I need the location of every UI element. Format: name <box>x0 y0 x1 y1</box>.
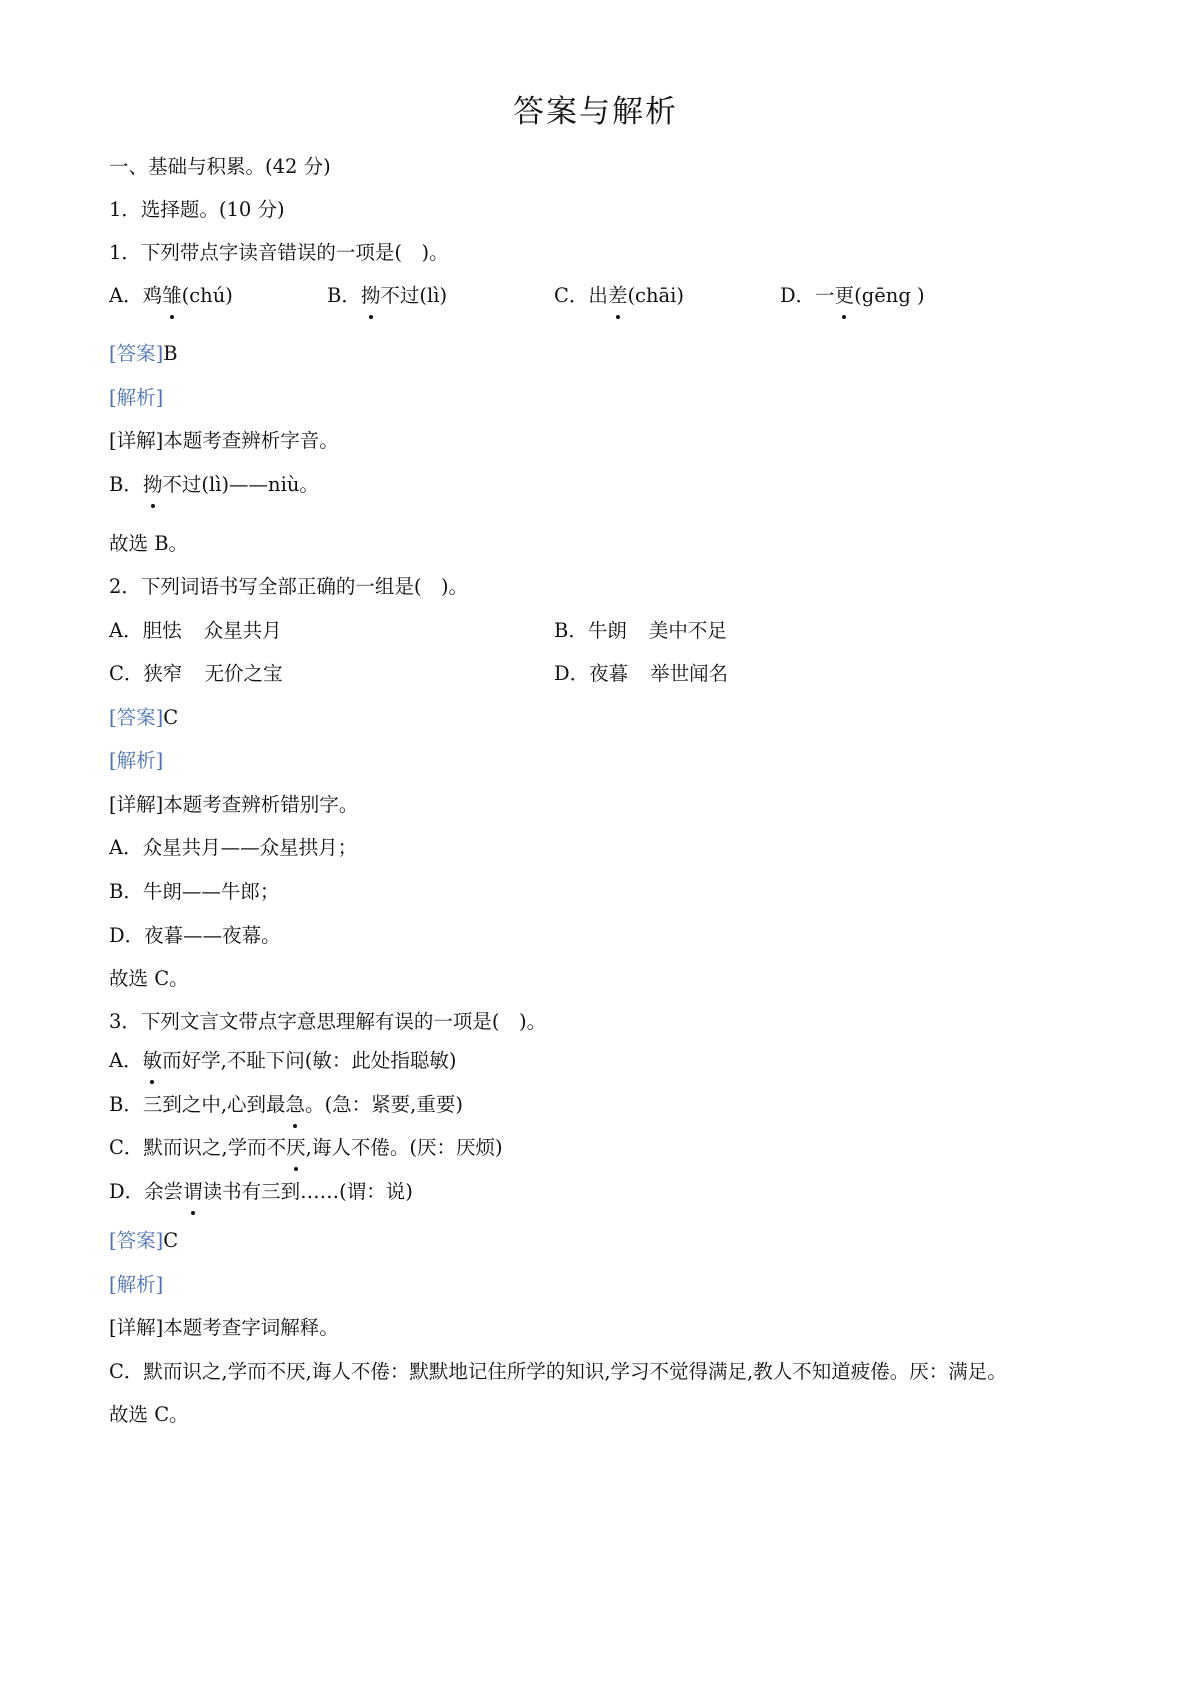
correction-line: B．牛朗——牛郎； <box>109 880 280 903</box>
correction-line: A．众星共月——众星拱月； <box>109 836 358 859</box>
option-c: C．狭窄 无价之宝 <box>109 662 283 685</box>
answer-value: B <box>163 342 178 365</box>
option-b: B．三到之中,心到最急。(急：紧要,重要) <box>109 1091 463 1119</box>
answer-line <box>109 704 178 732</box>
option-c: C．默而识之,学而不厌,诲人不倦。(厌：厌烦) <box>109 1134 503 1162</box>
analysis-tag: [解析] <box>109 386 164 409</box>
emphasis-dot-char: 更 <box>835 282 855 310</box>
analysis-tag: [解析] <box>109 749 164 772</box>
option-d: D．一更(gēng ) <box>780 282 925 310</box>
conclusion: 故选 B。 <box>109 532 189 555</box>
conclusion: 故选 C。 <box>109 1403 189 1426</box>
emphasis-dot-char: 拗 <box>143 471 163 499</box>
emphasis-dot-char: 厌 <box>286 1134 306 1162</box>
emphasis-dot-char: 差 <box>608 282 628 310</box>
correction-line: D．夜暮——夜幕。 <box>109 924 281 947</box>
emphasis-dot-char: 雏 <box>162 282 182 310</box>
option-d: D．余尝谓读书有三到……(谓：说) <box>109 1178 413 1206</box>
detail-line: [详解]本题考查辨析错别字。 <box>109 793 359 816</box>
answer-line <box>109 1227 178 1255</box>
option-a: A．胆怯 众星共月 <box>109 619 282 642</box>
correction-line: B．拗不过(lì)——niù。 <box>109 471 319 499</box>
detail-line: [详解]本题考查辨析字音。 <box>109 429 339 452</box>
page-title: 答案与解析 <box>513 94 678 130</box>
answer-line <box>109 340 178 368</box>
question-3-stem: 3．下列文言文带点字意思理解有误的一项是( )。 <box>109 1010 547 1033</box>
conclusion: 故选 C。 <box>109 967 189 990</box>
option-b: B．拗不过(lì) <box>327 282 447 310</box>
emphasis-dot-char: 急 <box>286 1091 306 1119</box>
option-b: B．牛朗 美中不足 <box>554 619 727 642</box>
option-c: C．出差(chāi) <box>554 282 684 310</box>
emphasis-dot-char: 拗 <box>361 282 381 310</box>
emphasis-dot-char: 谓 <box>183 1178 203 1206</box>
answer-value: C <box>163 1229 179 1252</box>
option-a: A．鸡雏(chú) <box>109 282 233 310</box>
question-group-heading: 1．选择题。(10 分) <box>109 198 285 221</box>
question-2-stem: 2．下列词语书写全部正确的一组是( )。 <box>109 575 469 598</box>
option-d: D．夜暮 举世闻名 <box>554 662 729 685</box>
question-1-stem: 1．下列带点字读音错误的一项是( )。 <box>109 241 449 264</box>
answer-value: C <box>163 706 179 729</box>
analysis-tag: [解析] <box>109 1273 164 1296</box>
answer-tag: [答案] <box>109 706 164 729</box>
option-a: A．敏而好学,不耻下问(敏：此处指聪敏) <box>109 1047 457 1075</box>
section-heading: 一、基础与积累。(42 分) <box>109 155 331 178</box>
detail-line: [详解]本题考查字词解释。 <box>109 1316 339 1339</box>
emphasis-dot-char: 敏 <box>143 1047 163 1075</box>
explanation-line: C．默而识之,学而不厌,诲人不倦：默默地记住所学的知识,学习不觉得满足,教人不知道疲倦。厌：满足。 <box>109 1360 1007 1383</box>
answer-tag: [答案] <box>109 1229 164 1252</box>
answer-tag: [答案] <box>109 342 164 365</box>
